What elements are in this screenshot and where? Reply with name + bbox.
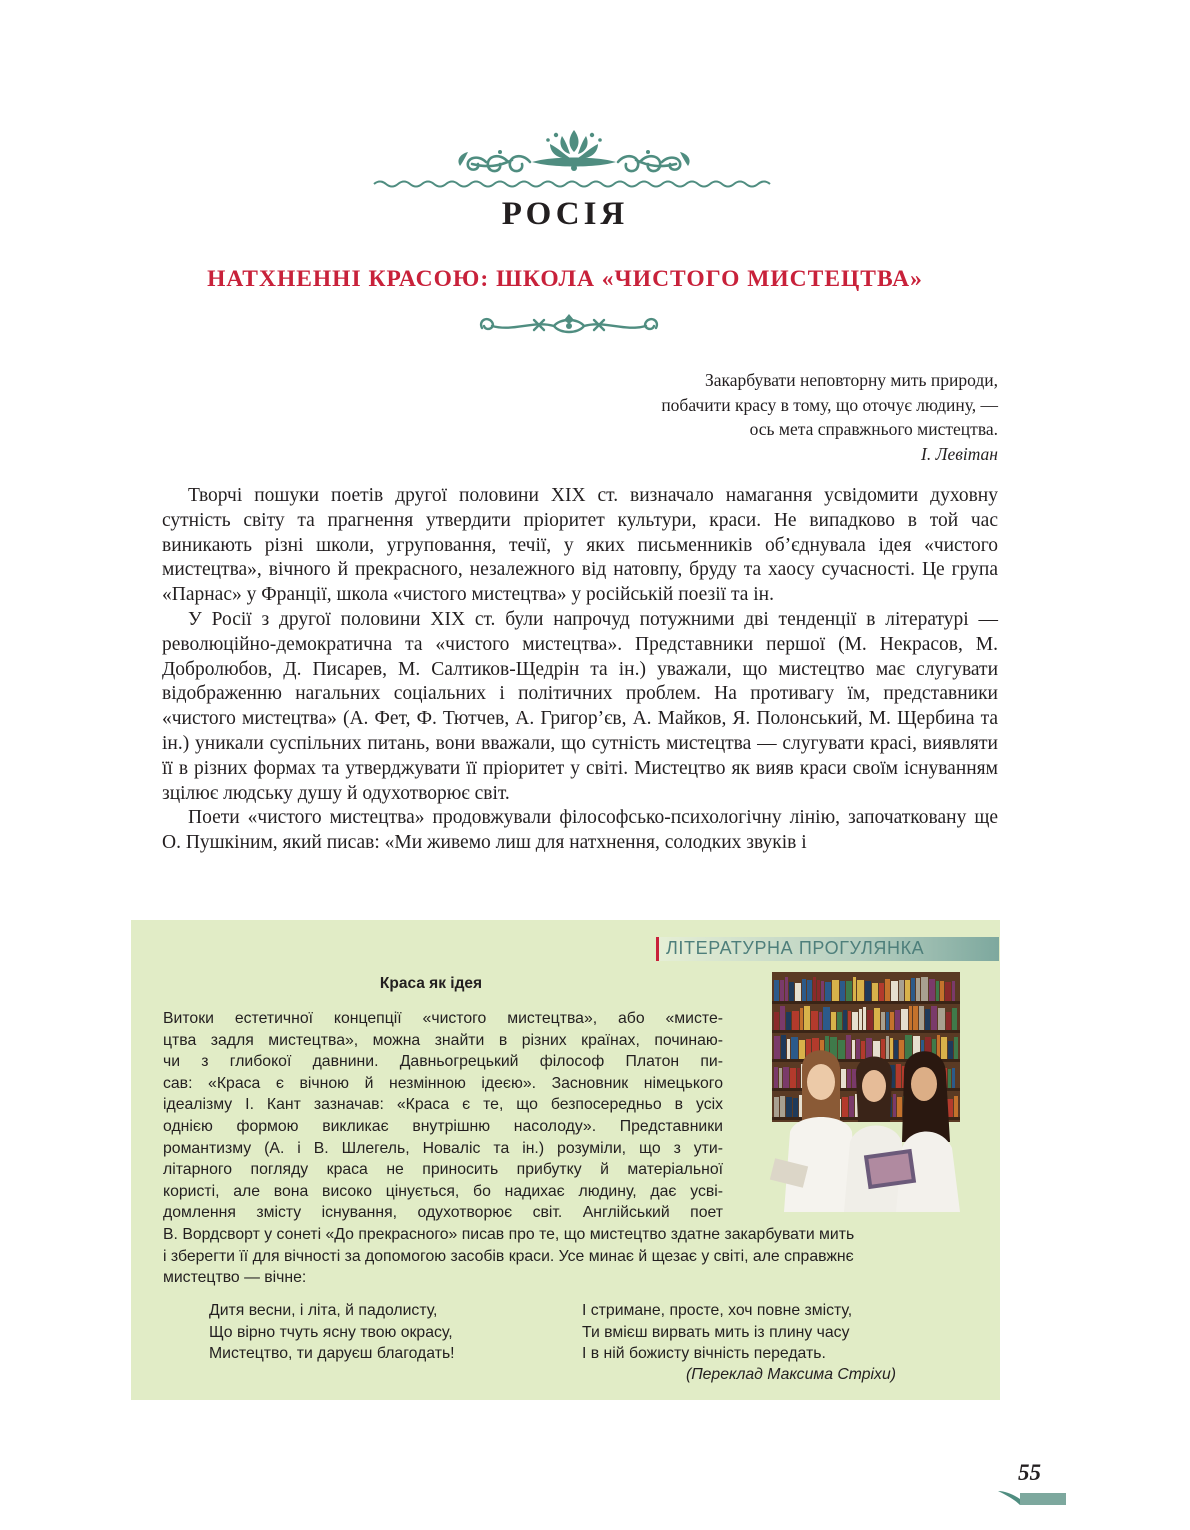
page-title: НАТХНЕННІ КРАСОЮ: ШКОЛА «ЧИСТОГО МИСТЕЦТВА»: [207, 266, 923, 292]
book-spine: [840, 981, 845, 1001]
book-spine: [879, 983, 884, 1001]
epigraph-line: Закарбувати неповторну мить природи,: [704, 370, 998, 390]
book-spine: [789, 982, 794, 1001]
book-spine: [786, 1097, 792, 1117]
book-spine: [837, 1012, 842, 1030]
book-spine: [842, 1097, 848, 1117]
book-spine: [938, 1008, 945, 1030]
book-spine: [859, 1009, 862, 1030]
floral-ornament-top-icon: [372, 126, 776, 192]
book-spine: [852, 1040, 855, 1059]
book-spine: [774, 1067, 778, 1088]
book-spine: [872, 983, 878, 1001]
book-spine: [866, 1038, 872, 1059]
book-spine: [783, 1067, 789, 1088]
book-spine: [881, 1012, 885, 1030]
book-spine: [857, 980, 864, 1001]
book-spine: [896, 1064, 901, 1088]
book-spine: [952, 1068, 955, 1088]
book-spine: [817, 980, 820, 1001]
book-spine: [807, 980, 812, 1001]
book-spine: [945, 982, 951, 1001]
shelf-board: [772, 1030, 960, 1033]
book-spine: [847, 1069, 851, 1088]
poem-line: І стримане, просте, хоч повне змісту,: [582, 1302, 853, 1319]
book-spine: [941, 1037, 947, 1059]
book-spine: [795, 983, 801, 1001]
book-spine: [800, 1008, 803, 1030]
book-spine: [780, 1096, 785, 1117]
book-spine: [799, 1040, 805, 1059]
book-spine: [885, 979, 890, 1001]
book-spine: [865, 981, 871, 1001]
book-spine: [886, 1012, 889, 1030]
book-spine: [886, 1036, 889, 1059]
book-spine: [925, 1009, 930, 1030]
book-spine: [849, 1096, 854, 1117]
poem-line: Дитя весни, і літа, й падолисту,: [209, 1302, 438, 1319]
book-spine: [774, 1036, 780, 1059]
book-spine: [831, 1012, 836, 1030]
book-spine: [948, 1069, 951, 1088]
sidebar-line: романтизму (А. і В. Шлегель, Новаліс та ін.) розуміли, що з ути-: [163, 1139, 723, 1157]
book-spine: [911, 978, 915, 1001]
book-spine: [825, 982, 831, 1001]
book-spine: [811, 1011, 818, 1030]
book-spine: [881, 1039, 885, 1059]
book-spine: [797, 1068, 800, 1088]
book-spine: [819, 1012, 822, 1030]
poem-stanza-left: [209, 1300, 539, 1365]
book-spine: [853, 977, 856, 1001]
sidebar-line: і зберегти її для вічності за допомогою засобів краси. Усе минає й щезає у світі, але справжнє: [163, 1247, 854, 1265]
poem-line: Мистецтво, ти даруєш благодать!: [209, 1345, 455, 1362]
book-spine: [893, 1094, 896, 1117]
paragraph: Поети «чистого мистецтва» продовжували філософсько-психологічну лінію, започатковану ще О. Пушкіним, який писав: «Ми живемо лиш для натхнення, солодких звуків і: [162, 807, 998, 854]
book-spine: [780, 980, 784, 1001]
epigraph-author: І. Левітан: [921, 443, 998, 464]
poem-stanza-right: [582, 1300, 912, 1365]
book-spine: [838, 1040, 845, 1059]
section-title: РОСІЯ: [501, 196, 629, 232]
book-spine: [931, 1006, 937, 1030]
epigraph-line: побачити красу в тому, що оточує людину, —: [661, 394, 998, 415]
book-spine: [867, 1010, 873, 1030]
poem-line: Що вірно тчуть ясну твою окрасу,: [209, 1323, 453, 1341]
sidebar-line: літарного погляду краса не приносить прибутку й матеріальної: [163, 1161, 723, 1179]
book-spine: [905, 980, 910, 1001]
book-spine: [873, 1041, 880, 1059]
library-photo: [766, 972, 966, 1212]
book-spine: [843, 1010, 847, 1030]
sidebar-line: чи з глибокої давнини. Давньогрецький філософ Платон пи-: [163, 1053, 723, 1071]
book-spine: [813, 977, 816, 1001]
book-spine: [952, 1008, 957, 1030]
book-spine: [905, 1035, 912, 1059]
book-spine: [832, 980, 839, 1001]
shelf-board: [772, 1001, 960, 1004]
sidebar-tag-label: ЛІТЕРАТУРНА ПРОГУЛЯНКА: [666, 938, 925, 958]
book-spine: [774, 980, 779, 1001]
sidebar-line: однією формою викликає внутрішню насолоду». Представники: [163, 1117, 723, 1135]
book-spine: [793, 1098, 798, 1117]
book-spine: [929, 979, 935, 1001]
book-spine: [916, 978, 920, 1001]
epigraph-line: ось мета справжнього мистецтва.: [749, 419, 998, 439]
sidebar-line: Витоки естетичної концепції «чистого мистецтва», або «мисте-: [163, 1010, 723, 1027]
translation-credit: (Переклад Максима Стріхи): [685, 1366, 896, 1383]
book-spine: [954, 1096, 958, 1117]
book-spine: [861, 1041, 865, 1059]
book-spine: [787, 1039, 790, 1059]
book-spine: [940, 981, 944, 1001]
book-spine: [790, 1068, 796, 1088]
poem-line: Ти вмієш вирвать мить із плину часу: [582, 1323, 850, 1341]
book-spine: [936, 981, 939, 1001]
book-spine: [921, 977, 928, 1001]
paragraph: Творчі пошуки поетів другої половини XIX ст. визначало намагання усвідомити духовну сутність світу та прагнення утвердити пріоритет культури, краси. Не випадково в той час виникають різні школи, угруповання, течії, у яких письменників об’єднувала ідея «чистого мистецтва», вічного й прекрасного, незалежного від натовпу, бруду та хаосу сучасності. Це група «Парнас» у Франції, школа «чистого мистецтва» у російській поезії та ін.: [162, 485, 998, 606]
sidebar-line: сав: «Краса є вічною й незмінною ідеєю». Засновник німецького: [163, 1074, 723, 1092]
book-spine: [863, 1007, 866, 1030]
book-spine: [781, 1035, 786, 1059]
book-spine: [890, 1012, 894, 1030]
book-spine: [946, 1012, 951, 1030]
sidebar-line: цтва задля мистецтва», можна знайти в різних країнах, починаю-: [163, 1031, 723, 1049]
book-spine: [774, 1097, 779, 1117]
book-spine: [901, 1009, 908, 1030]
main-text: [162, 484, 998, 856]
book-spine: [792, 1011, 799, 1030]
book-spine: [802, 979, 806, 1001]
floral-ornament-divider-icon: [474, 310, 664, 340]
sidebar-line: ідеалізму І. Кант зазначав: «Краса є те, що безпосередньо в усіх: [163, 1096, 723, 1114]
poem-line: І в ній божисту вічність передать.: [582, 1345, 826, 1362]
book-spine: [891, 981, 898, 1001]
book-spine: [841, 1069, 846, 1088]
sidebar-line: мистецтво — вічне:: [163, 1269, 307, 1287]
book-spine: [919, 1006, 924, 1030]
book-spine: [937, 1035, 940, 1059]
book-spine: [894, 1040, 898, 1059]
book-spine: [899, 1040, 904, 1059]
book-spine: [952, 981, 955, 1001]
paragraph: У Росії з другої половини XIX ст. були напрочуд потужними дві тенденції в літературі — революційно-демократична та «чистого мистецтва». Представники першої (М. Некрасов, М. Добролюбов, Д. Писарев, М. Салтиков-Щедрін та ін.) уважали, що мистецтво має слугувати відображенню нагальних соціальних і політичних проблем. На противагу їм, представники «чистого мистецтва» (А. Фет, Ф. Тютчев, А. Григор’єв, А. Майков, Я. Полонський, М. Щербина та ін.) уникали суспільних питань, вони вважали, що сутність мистецтва — слугувати красі, виявляти її в різних формах та утверджувати її пріоритет у світі. Мистецтво як вияв краси своїм існуванням зцілює людську душу й одухотворює світ.: [162, 608, 998, 804]
book-spine: [895, 1010, 900, 1030]
book-spine: [846, 1035, 851, 1059]
book-spine: [909, 1006, 912, 1030]
book-spine: [848, 1011, 851, 1030]
book-spine: [856, 1039, 860, 1059]
epigraph: [560, 368, 998, 466]
book-spine: [791, 1037, 798, 1059]
tag-accent-bar: [656, 937, 659, 961]
sidebar-line: користі, але вона високо цінується, бо надихає людину, дає усві-: [163, 1182, 723, 1200]
book-spine: [779, 1068, 782, 1088]
book-spine: [890, 1038, 893, 1059]
sidebar-heading: Краса як ідея: [379, 975, 483, 992]
book-spine: [948, 1041, 953, 1059]
book-spine: [954, 1037, 958, 1059]
book-spine: [897, 1097, 902, 1117]
book-spine: [913, 1006, 918, 1030]
book-spine: [823, 1007, 830, 1030]
book-spine: [846, 981, 852, 1001]
sidebar-line: домлення змісту існування, одухотворює світ. Англійський поет: [163, 1204, 723, 1222]
book-spine: [899, 980, 904, 1001]
book-spine: [780, 1006, 785, 1030]
sidebar-line: В. Вордсворт у сонеті «До прекрасного» писав про те, що мистецтво здатне закарбувати мить: [163, 1225, 855, 1243]
book-spine: [786, 1012, 791, 1030]
literary-walk-sidebar: [131, 920, 1000, 1400]
book-spine: [785, 977, 788, 1001]
book-spine: [874, 1008, 880, 1030]
page-number: 55: [1018, 1460, 1041, 1485]
page-corner-decoration-icon: [996, 1487, 1066, 1511]
book-spine: [804, 1006, 810, 1030]
book-spine: [821, 981, 824, 1001]
sidebar-tag: [656, 937, 999, 961]
book-spine: [852, 1012, 858, 1030]
book-spine: [774, 1012, 779, 1030]
